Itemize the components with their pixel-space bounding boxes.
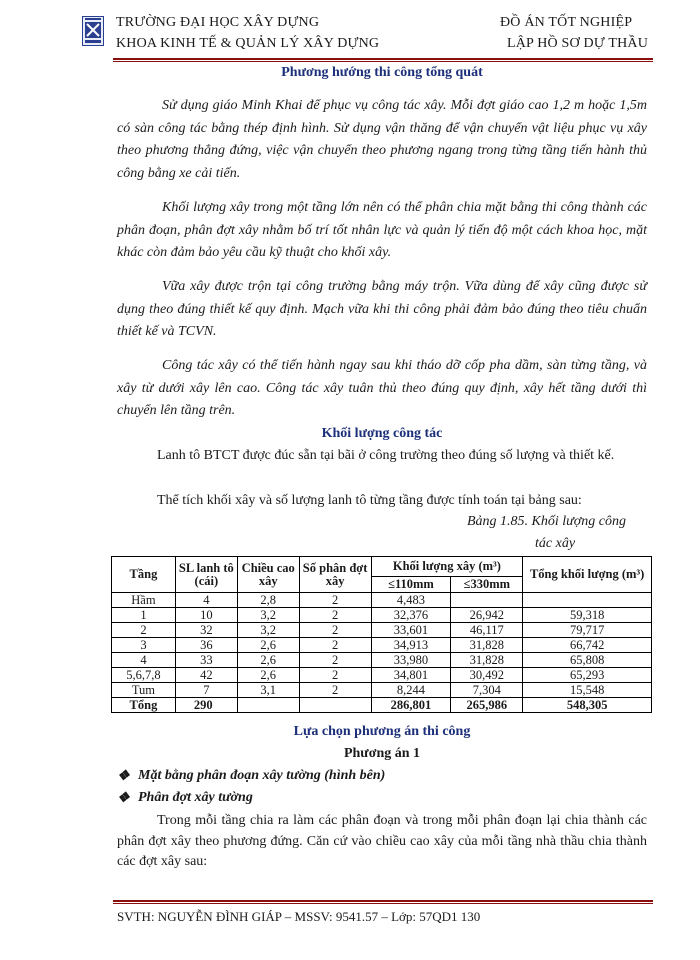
- table-cell: 2,6: [237, 653, 299, 668]
- bullet-wall-plan: Mặt bằng phân đoạn xây tường (hình bên): [138, 768, 386, 783]
- table-cell: 36: [175, 638, 237, 653]
- header-floor: Tầng: [112, 557, 176, 593]
- table-cell: 79,717: [523, 623, 652, 638]
- header-school: TRƯỜNG ĐẠI HỌC XÂY DỰNG: [116, 15, 320, 30]
- header-wall-height: Chiều cao xây: [237, 557, 299, 593]
- table-caption-line2: tác xây: [535, 536, 576, 551]
- table-cell: 65,808: [523, 653, 652, 668]
- table-cell: 33,601: [371, 623, 451, 638]
- header-volume-330: ≤330mm: [451, 577, 523, 593]
- table-cell: 30,492: [451, 668, 523, 683]
- bullet-icon: ❖: [117, 791, 130, 806]
- table-cell: 3,2: [237, 623, 299, 638]
- table-cell: 265,986: [451, 698, 523, 713]
- table-cell: 10: [175, 608, 237, 623]
- table-cell: Tum: [112, 683, 176, 698]
- header-topic: LẬP HỒ SƠ DỰ THẦU: [507, 36, 649, 51]
- table-cell: 286,801: [371, 698, 451, 713]
- table-cell: 66,742: [523, 638, 652, 653]
- table-row: [112, 623, 652, 638]
- header-total-volume: Tổng khối lượng (m³): [523, 557, 652, 593]
- table-cell: 2: [299, 683, 371, 698]
- bullet-wall-stages: Phân đợt xây tường: [138, 790, 253, 805]
- table-cell: 34,801: [371, 668, 451, 683]
- section-title-construction-choice: Lựa chọn phương án thi công: [293, 724, 471, 739]
- table-cell: 2: [299, 623, 371, 638]
- table-cell: 3,2: [237, 608, 299, 623]
- section-title-approach: Phương hướng thi công tổng quát: [281, 65, 483, 80]
- table-cell: 42: [175, 668, 237, 683]
- table-cell: 32: [175, 623, 237, 638]
- table-cell: 4: [112, 653, 176, 668]
- table-cell: 65,293: [523, 668, 652, 683]
- table-cell: 2: [299, 638, 371, 653]
- table-cell: 32,376: [371, 608, 451, 623]
- paragraph-sequence: Công tác xây có thể tiến hành ngay sau khi tháo dỡ cốp pha dầm, sàn từng tầng, và xây từ dưới xây lên cao. Công tác xây tuân thủ theo đúng quy định, xây hết tầng dưới thì chuyển lên tầng trên.: [117, 358, 647, 418]
- paragraph-scaffold: Sử dụng giáo Minh Khai để phục vụ công tác xây. Mỗi đợt giáo cao 1,2 m hoặc 1,5m có sàn công tác bằng thép định hình. Sử dụng vận thăng để vận chuyển vật liệu phục vụ xây theo phương thẳng đứng, việc vận chuyển theo phương ngang trong từng tầng tiến hành thủ công bằng xe cải tiến.: [117, 98, 647, 181]
- table-total-row: [112, 698, 652, 713]
- table-cell: 5,6,7,8: [112, 668, 176, 683]
- table-row: [112, 653, 652, 668]
- table-cell: [523, 593, 652, 608]
- paragraph-table-intro: Thể tích khối xây và số lượng lanh tô từng tầng được tính toán tại bảng sau:: [157, 493, 582, 508]
- table-cell: 46,117: [451, 623, 523, 638]
- table-cell: [451, 593, 523, 608]
- table-cell: 7: [175, 683, 237, 698]
- table-row: [112, 608, 652, 623]
- table-cell: 548,305: [523, 698, 652, 713]
- table-cell: Hầm: [112, 593, 176, 608]
- table-cell: 1: [112, 608, 176, 623]
- table-cell: 8,244: [371, 683, 451, 698]
- table-cell: 34,913: [371, 638, 451, 653]
- footer-rule: [113, 900, 653, 902]
- table-cell: 2: [299, 653, 371, 668]
- header-rule-thin: [113, 61, 653, 62]
- footer-student-info: SVTH: NGUYỄN ĐÌNH GIÁP – MSSV: 9541.57 – Lớp: 57QD1 130: [117, 909, 481, 924]
- table-cell: 59,318: [523, 608, 652, 623]
- table-row: [112, 668, 652, 683]
- masonry-quantity-table: [111, 556, 652, 713]
- table-cell: 3: [112, 638, 176, 653]
- table-cell: 33,980: [371, 653, 451, 668]
- table-cell: 31,828: [451, 653, 523, 668]
- table-row: [112, 638, 652, 653]
- table-cell: 33: [175, 653, 237, 668]
- footer-rule-thin: [113, 903, 653, 904]
- paragraph-mortar: Vữa xây được trộn tại công trường bằng máy trộn. Vữa dùng để xây cũng được sử dụng theo đúng thiết kế quy định. Mạch vữa khi thi công phải đảm bảo đúng theo tiêu chuẩn thiết kế và TCVN.: [117, 279, 647, 339]
- table-cell: 3,1: [237, 683, 299, 698]
- table-row: [112, 593, 652, 608]
- bullet-icon: ❖: [117, 769, 130, 784]
- table-cell: 2: [299, 593, 371, 608]
- table-cell: 2,8: [237, 593, 299, 608]
- table-cell: 2: [299, 668, 371, 683]
- paragraph-stage-division: Trong mỗi tầng chia ra làm các phân đoạn và trong mỗi phân đoạn lại chia thành các phân đợt xây theo phương đứng. Căn cứ vào chiều cao xây của mỗi tầng nhà thầu chia thành các đợt xây sau:: [117, 813, 647, 869]
- table-cell: 290: [175, 698, 237, 713]
- header-rule: [113, 58, 653, 60]
- table-cell: 7,304: [451, 683, 523, 698]
- section-title-quantities: Khối lượng công tác: [321, 426, 443, 441]
- paragraph-segmentation: Khối lượng xây trong một tầng lớn nên có thể phân chia mặt bằng thi công thành các phân đoạn, phân đợt xây nhằm bố trí tốt nhân lực và quản lý tiến độ một cách khoa học, mặt khác còn đảm bảo yêu cầu kỹ thuật cho khối xây.: [117, 200, 647, 260]
- table-cell: [299, 698, 371, 713]
- table-cell: 26,942: [451, 608, 523, 623]
- table-cell: 15,548: [523, 683, 652, 698]
- header-faculty: KHOA KINH TẾ & QUẢN LÝ XÂY DỰNG: [116, 36, 380, 51]
- table-caption-line1: Bảng 1.85. Khối lượng công: [467, 514, 626, 529]
- table-cell: 2,6: [237, 668, 299, 683]
- header-project: ĐỒ ÁN TỐT NGHIỆP: [500, 15, 633, 30]
- header-volume: Khối lượng xây (m³): [371, 557, 523, 577]
- table-cell: 4,483: [371, 593, 451, 608]
- table-row: [112, 683, 652, 698]
- school-logo-icon: [82, 16, 104, 46]
- paragraph-lintel: Lanh tô BTCT được đúc sẵn tại bãi ở công trường theo đúng số lượng và thiết kế.: [157, 448, 615, 463]
- table-cell: Tổng: [112, 698, 176, 713]
- header-lintel-count: SL lanh tô (cái): [175, 557, 237, 593]
- header-volume-110: ≤110mm: [371, 577, 451, 593]
- section-subtitle-option-1: Phương án 1: [343, 746, 421, 761]
- table-cell: 2,6: [237, 638, 299, 653]
- header-stage-count: Số phân đợt xây: [299, 557, 371, 593]
- table-cell: 2: [112, 623, 176, 638]
- table-cell: 31,828: [451, 638, 523, 653]
- table-cell: 4: [175, 593, 237, 608]
- table-cell: 2: [299, 608, 371, 623]
- table-cell: [237, 698, 299, 713]
